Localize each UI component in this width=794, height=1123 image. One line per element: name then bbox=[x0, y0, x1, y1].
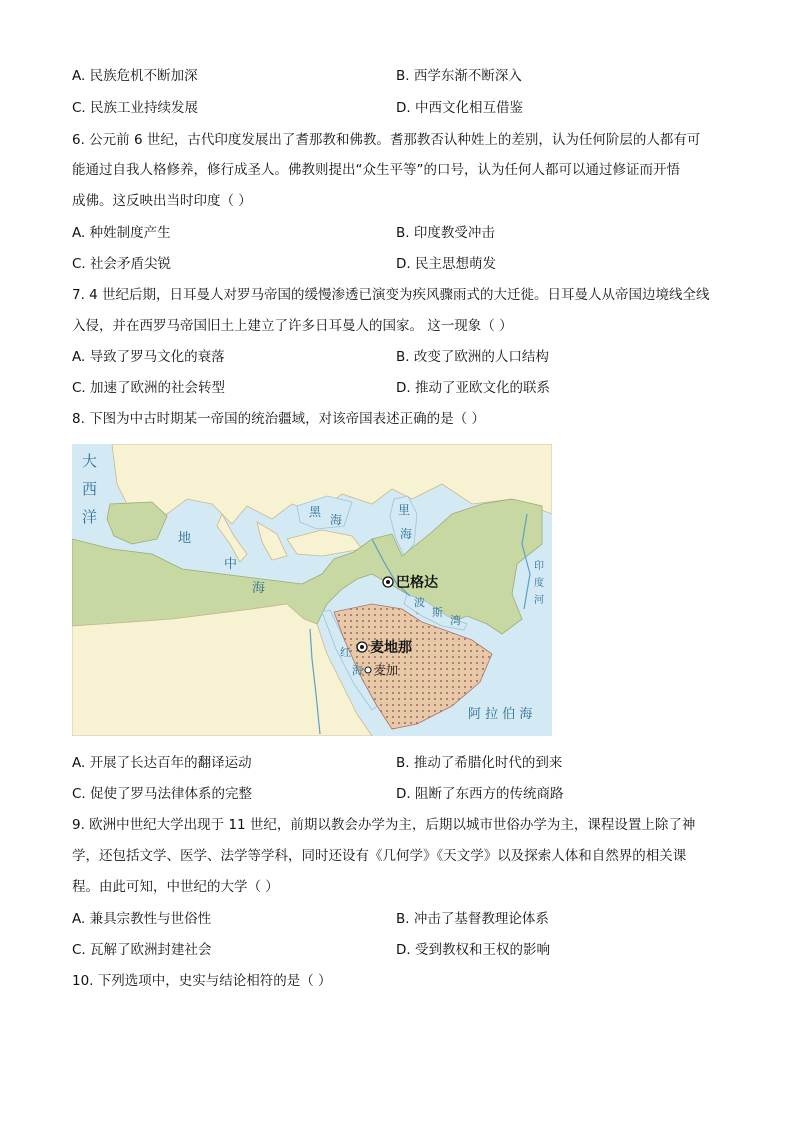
q6-option-a: A. 种姓制度产生 bbox=[72, 225, 171, 241]
q8-option-a: A. 开展了长达百年的翻译运动 bbox=[72, 755, 252, 771]
q9-option-c: C. 瓦解了欧洲封建社会 bbox=[72, 942, 212, 958]
label-med-3: 海 bbox=[252, 581, 266, 596]
label-arabian-sea: 阿 拉 伯 海 bbox=[468, 707, 533, 722]
empire-map bbox=[72, 444, 552, 736]
label-gulf-2: 斯 bbox=[432, 606, 443, 619]
label-med-2: 中 bbox=[224, 557, 238, 572]
mecca-marker bbox=[365, 667, 371, 673]
label-mecca: 麦加 bbox=[374, 663, 399, 677]
q7-option-b: B. 改变了欧洲的人口结构 bbox=[396, 349, 549, 365]
label-red-2: 海 bbox=[352, 664, 363, 677]
q5-option-d: D. 中西文化相互借鉴 bbox=[396, 100, 523, 116]
label-atlantic-1: 大 bbox=[82, 452, 98, 470]
q6-stem-line2: 能通过自我人格修养，修行成圣人。佛教则提出“众生平等”的口号，认为任何人都可以通过修证而开悟 bbox=[72, 162, 680, 178]
label-medina: 麦地那 bbox=[370, 640, 412, 656]
q6-stem-line3: 成佛。这反映出当时印度（ ） bbox=[72, 193, 252, 209]
q8-option-d: D. 阻断了东西方的传统商路 bbox=[396, 786, 564, 802]
q9-stem-line2: 学，还包括文学、医学、法学等学科，同时还设有《几何学》《天文学》以及探索人体和自然界的相关课 bbox=[72, 848, 687, 864]
q8-option-b: B. 推动了希腊化时代的到来 bbox=[396, 755, 563, 771]
medina-marker-dot bbox=[360, 645, 364, 649]
label-indus-1: 印 bbox=[534, 561, 544, 572]
label-caspian-2: 海 bbox=[400, 527, 413, 541]
q5-option-a: A. 民族危机不断加深 bbox=[72, 68, 198, 84]
label-black-1: 黑 bbox=[309, 505, 322, 519]
q6-stem-line1: 6. 公元前 6 世纪，古代印度发展出了耆那教和佛教。耆那教否认种姓上的差别，认为任何阶层的人都有可 bbox=[72, 132, 701, 148]
q7-option-d: D. 推动了亚欧文化的联系 bbox=[396, 380, 550, 396]
label-red-1: 红 bbox=[340, 646, 351, 659]
q10-stem: 10. 下列选项中，史实与结论相符的是（ ） bbox=[72, 973, 332, 989]
label-baghdad: 巴格达 bbox=[396, 575, 438, 591]
q5-option-c: C. 民族工业持续发展 bbox=[72, 100, 199, 116]
label-atlantic-2: 西 bbox=[82, 480, 98, 498]
q9-stem-line3: 程。由此可知，中世纪的大学（ ） bbox=[72, 879, 279, 895]
label-gulf-1: 波 bbox=[414, 596, 425, 609]
q7-option-a: A. 导致了罗马文化的衰落 bbox=[72, 349, 225, 365]
label-caspian-1: 里 bbox=[398, 503, 411, 517]
q6-option-c: C. 社会矛盾尖锐 bbox=[72, 256, 172, 272]
q9-stem-line1: 9. 欧洲中世纪大学出现于 11 世纪，前期以教会办学为主，后期以城市世俗办学为主，课程设置上除了神 bbox=[72, 817, 696, 833]
q6-option-d: D. 民主思想萌发 bbox=[396, 256, 496, 272]
label-gulf-3: 湾 bbox=[450, 614, 461, 627]
q7-option-c: C. 加速了欧洲的社会转型 bbox=[72, 380, 226, 396]
q9-option-d: D. 受到教权和王权的影响 bbox=[396, 942, 550, 958]
label-med-1: 地 bbox=[178, 531, 192, 546]
q7-stem-line2: 入侵，并在西罗马帝国旧土上建立了许多日耳曼人的国家。 这一现象（ ） bbox=[72, 318, 513, 334]
q5-option-b: B. 西学东渐不断深入 bbox=[396, 68, 522, 84]
q8-option-c: C. 促使了罗马法律体系的完整 bbox=[72, 786, 253, 802]
label-atlantic-3: 洋 bbox=[82, 508, 98, 526]
label-indus-3: 河 bbox=[534, 595, 544, 606]
q6-option-b: B. 印度教受冲击 bbox=[396, 225, 495, 241]
q8-stem: 8. 下图为中古时期某一帝国的统治疆域，对该帝国表述正确的是（ ） bbox=[72, 411, 485, 427]
q7-stem-line1: 7. 4 世纪后期，日耳曼人对罗马帝国的缓慢渗透已演变为疾风骤雨式的大迁徙。日耳曼人从帝国边境线全线 bbox=[72, 287, 710, 303]
q9-option-a: A. 兼具宗教性与世俗性 bbox=[72, 911, 212, 927]
label-black-2: 海 bbox=[330, 513, 343, 527]
baghdad-marker-dot bbox=[386, 580, 390, 584]
q9-option-b: B. 冲击了基督教理论体系 bbox=[396, 911, 549, 927]
label-indus-2: 度 bbox=[534, 578, 544, 589]
